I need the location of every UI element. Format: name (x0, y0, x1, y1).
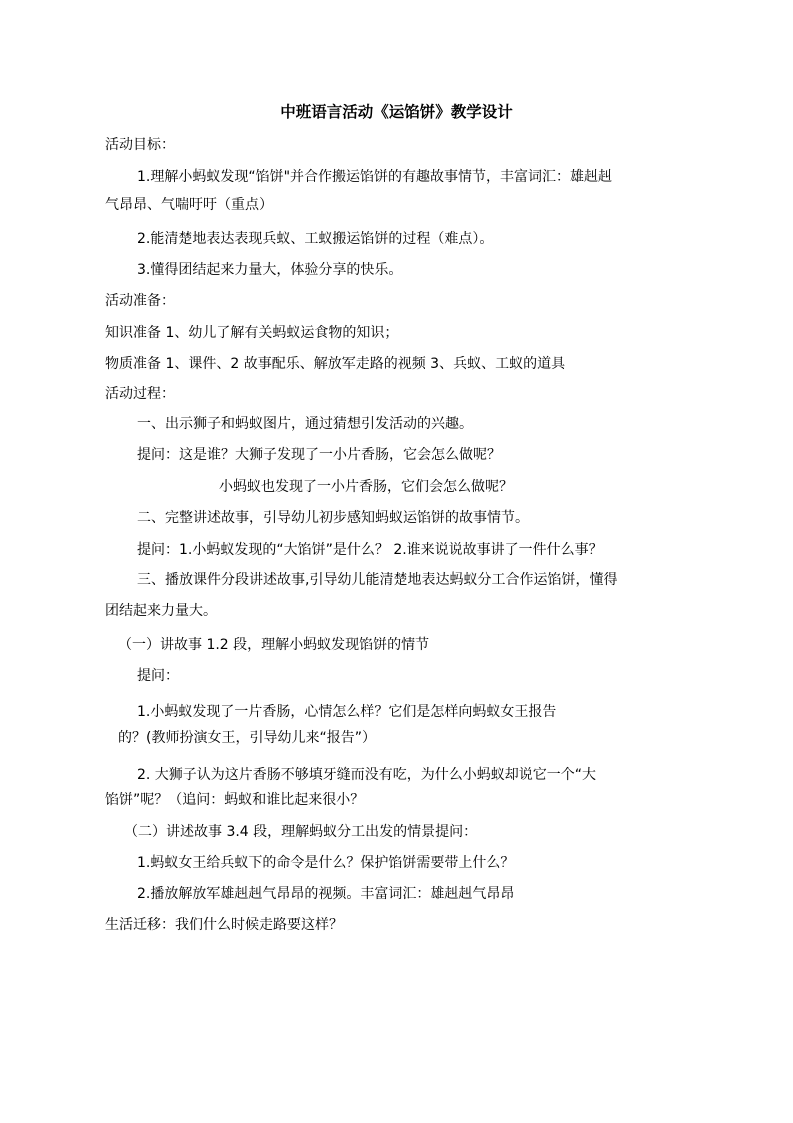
process-step-2: 二、完整讲述故事，引导幼儿初步感知蚂蚁运馅饼的故事情节。 (137, 510, 529, 526)
subsection-1: （一）讲故事 1.2 段，理解小蚂蚁发现馅饼的情节 (118, 637, 430, 653)
subsection-1-questions-label: 提问： (137, 668, 179, 684)
subsection-1-question-1-continued: 的？(教师扮演女王，引导幼儿来“报告”） (118, 730, 376, 746)
subsection-1-question-2-continued: 馅饼”呢？（追问：蚂蚁和谁比起来很小？ (105, 792, 365, 808)
process-step-3-continued: 团结起来力量大。 (105, 603, 217, 619)
subsection-2-question-1: 1.蚂蚁女王给兵蚁下的命令是什么？保护馅饼需要带上什么？ (137, 855, 515, 871)
subsection-2-question-2: 2.播放解放军雄赳赳气昂昂的视频。丰富词汇：雄赳赳气昂昂 (137, 886, 515, 902)
subsection-1-question-2: 2. 大狮子认为这片香肠不够填牙缝而没有吃，为什么小蚂蚁却说它一个“大 (137, 767, 597, 783)
preparation-materials: 物质准备 1、课件、2 故事配乐、解放军走路的视频 3、兵蚁、工蚁的道具 (105, 356, 566, 372)
subsection-2: （二）讲述故事 3.4 段，理解蚂蚁分工出发的情景提问： (124, 824, 478, 840)
objective-item-1: 1.理解小蚂蚁发现“馅饼"并合作搬运馅饼的有趣故事情节，丰富词汇：雄赳赳 (137, 169, 613, 185)
process-step-1-question-b: 小蚂蚁也发现了一小片香肠，它们会怎么做呢？ (219, 479, 513, 495)
objective-item-1-continued: 气昂昂、气喘吁吁（重点） (105, 197, 273, 213)
process-step-1: 一、出示狮子和蚂蚁图片，通过猜想引发活动的兴趣。 (137, 416, 473, 432)
document-title: 中班语言活动《运馅饼》教学设计 (280, 102, 513, 121)
life-transfer: 生活迁移：我们什么时候走路要这样？ (105, 917, 343, 933)
process-step-1-question-a: 提问：这是谁？大狮子发现了一小片香肠，它会怎么做呢？ (137, 447, 501, 463)
process-step-3: 三、播放课件分段讲述故事,引导幼儿能清楚地表达蚂蚁分工合作运馅饼，懂得 (137, 572, 618, 588)
objective-item-2: 2.能清楚地表达表现兵蚁、工蚁搬运馅饼的过程（难点）。 (137, 231, 494, 247)
preparation-knowledge: 知识准备 1、幼儿了解有关蚂蚁运食物的知识； (105, 325, 399, 341)
subsection-1-question-1: 1.小蚂蚁发现了一片香肠，心情怎么样？它们是怎样向蚂蚁女王报告 (137, 704, 557, 720)
objective-item-3: 3.懂得团结起来力量大，体验分享的快乐。 (137, 262, 403, 278)
section-heading-process: 活动过程： (105, 386, 175, 402)
section-heading-objectives: 活动目标： (105, 137, 175, 153)
process-step-2-questions: 提问：1.小蚂蚁发现的“大馅饼”是什么？ 2.谁来说说故事讲了一件什么事？ (137, 542, 603, 558)
section-heading-preparation: 活动准备： (105, 293, 175, 309)
